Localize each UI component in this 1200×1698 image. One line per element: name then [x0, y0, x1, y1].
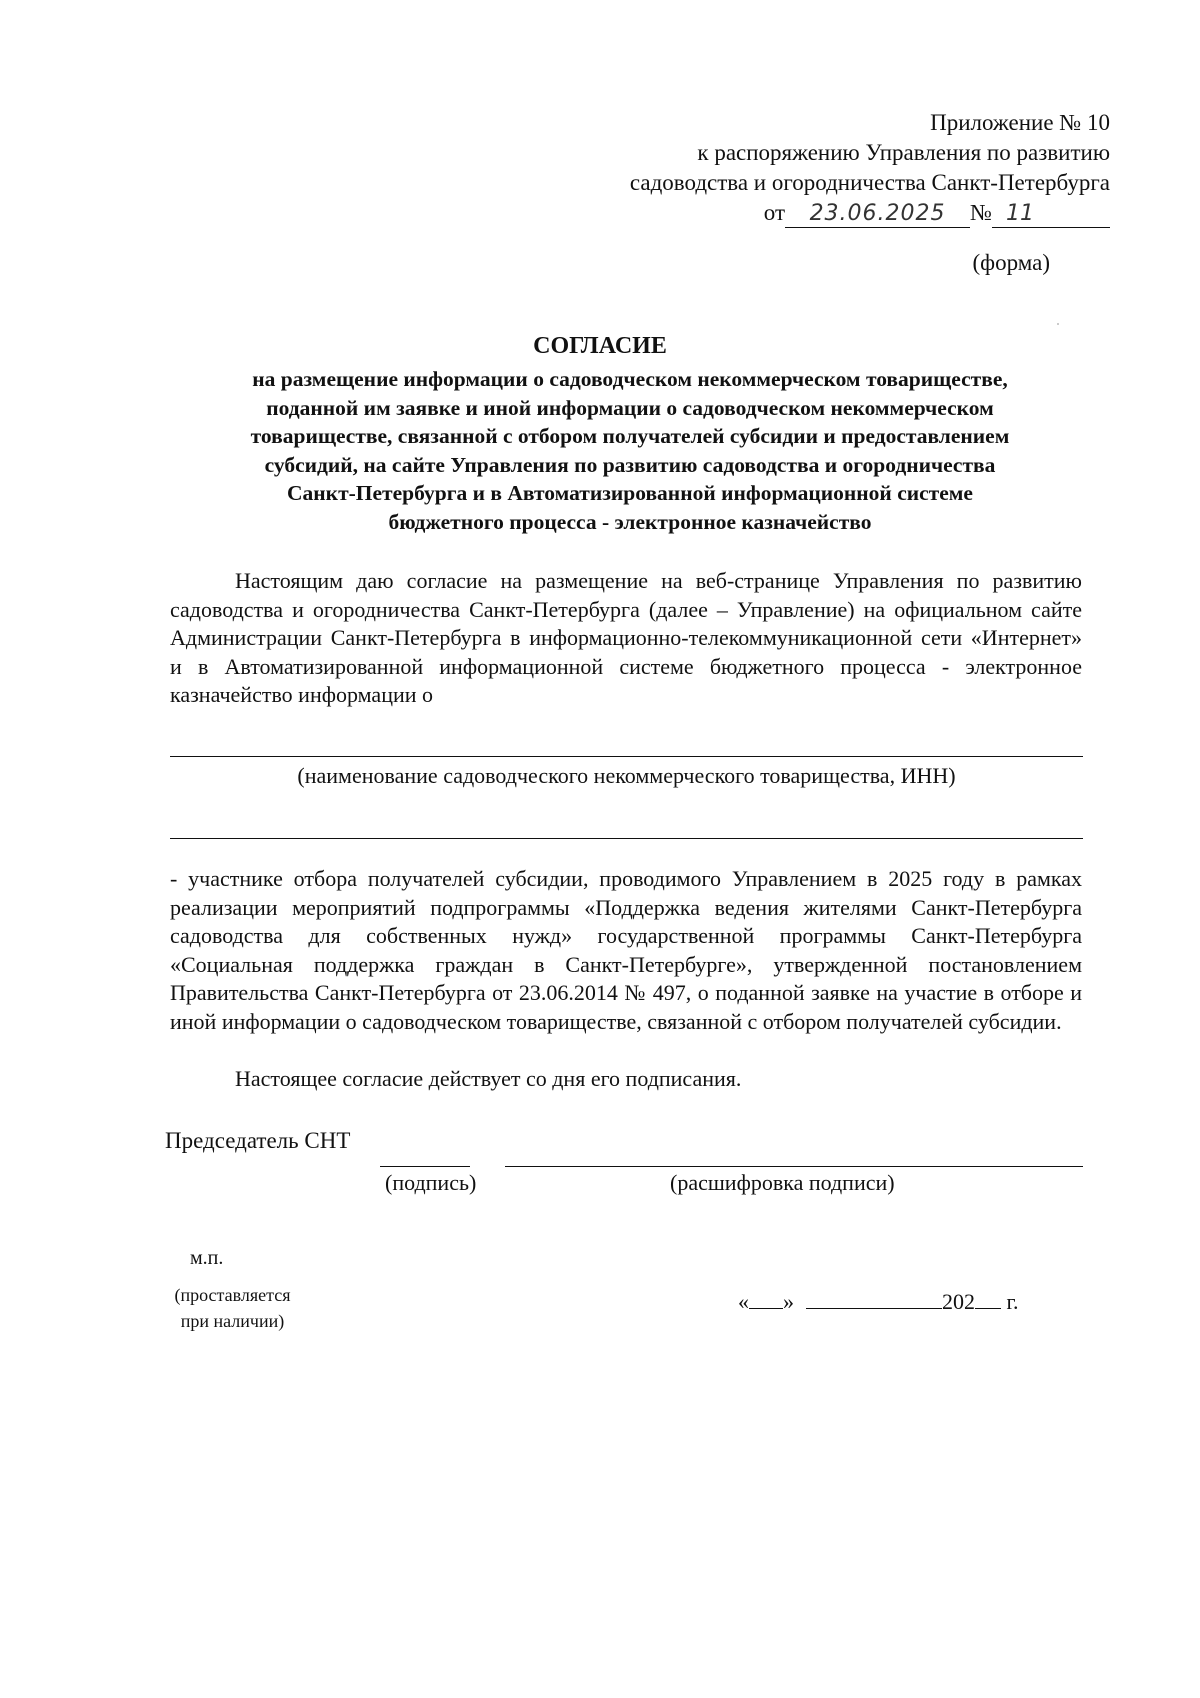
- organization-name: садоводства и огородничества Санкт-Петербурга: [629, 170, 1110, 195]
- document-header: [630, 108, 1110, 228]
- signing-date-field: [738, 1286, 1019, 1315]
- consent-paragraph: Настоящим даю согласие на размещение на веб-странице Управления по развитию садоводства и огородничества Санкт-Петербурга (далее – Управление) на официальном сайте Администрации Санкт-Петербурга в информационно-телекоммуникационной сети «Интернет» и в Автоматизированной информационной системе бюджетного процесса - электронное казначейство информации о: [170, 568, 1082, 707]
- appendix-number: Приложение № 10: [930, 110, 1110, 135]
- date-close-quote: »: [783, 1289, 794, 1314]
- date-open-quote: «: [738, 1289, 749, 1314]
- year-suffix: г.: [1006, 1289, 1019, 1314]
- stamp-note-line: (проставляется: [174, 1285, 291, 1305]
- chairman-label: Председатель СНТ: [165, 1128, 351, 1153]
- decree-date-line: [764, 198, 1110, 228]
- subtitle-line: бюджетного процесса - электронное казначейство: [388, 509, 872, 534]
- signature-caption: (подпись): [385, 1170, 477, 1195]
- year-prefix: 202: [942, 1289, 975, 1314]
- order-reference: к распоряжению Управления по развитию: [697, 140, 1110, 165]
- day-blank: [749, 1286, 783, 1309]
- signature-name-fill-line: [505, 1166, 1083, 1167]
- signature-fill-line: [380, 1166, 470, 1167]
- scan-speck: [1057, 323, 1059, 325]
- stamp-note-line: при наличии): [180, 1311, 285, 1331]
- stamp-note: [160, 1282, 305, 1334]
- month-blank: [806, 1286, 942, 1309]
- form-label: (форма): [972, 250, 1050, 275]
- number-label: №: [970, 200, 992, 225]
- subtitle-line: поданной им заявке и иной информации о садоводческом некоммерческом: [266, 395, 994, 420]
- subtitle-line: Санкт-Петербурга и в Автоматизированной информационной системе: [287, 481, 973, 505]
- org-name-fill-line-2: [170, 838, 1083, 839]
- document-title: СОГЛАСИЕ: [533, 333, 667, 359]
- handwritten-date: 23.06.2025: [785, 201, 970, 228]
- subtitle-line: на размещение информации о садоводческом некоммерческом товариществе,: [252, 367, 1008, 391]
- validity-paragraph: Настоящее согласие действует со дня его подписания.: [235, 1066, 742, 1091]
- org-name-caption: (наименование садоводческого некоммерческого товарищества, ИНН): [297, 763, 956, 788]
- from-label: от: [763, 200, 786, 225]
- stamp-label: м.п.: [190, 1247, 224, 1269]
- handwritten-number: 11: [992, 201, 1110, 228]
- participant-paragraph: - участнике отбора получателей субсидии, проводимого Управлением в 2025 году в рамках реализации мероприятий подпрограммы «Поддержка ведения жителями Санкт-Петербурга садоводства для собственных нужд» государственной программы Санкт-Петербурга «Социальная поддержка граждан в Санкт-Петербурге», утвержденной постановлением Правительства Санкт-Петербурга от 23.06.2014 № 497, о поданной заявке на участие в отборе и иной информации о садоводческом товариществе, связанной с отбором получателей субсидии.: [170, 866, 1082, 1034]
- subtitle-line: субсидий, на сайте Управления по развитию садоводства и огородничества: [264, 452, 996, 477]
- signature-name-caption: (расшифровка подписи): [670, 1170, 895, 1195]
- subtitle-line: товариществе, связанной с отбором получателей субсидии и предоставлением: [250, 424, 1010, 448]
- document-subtitle: [190, 365, 1070, 536]
- year-blank: [975, 1286, 1001, 1309]
- org-name-fill-line: [170, 756, 1083, 757]
